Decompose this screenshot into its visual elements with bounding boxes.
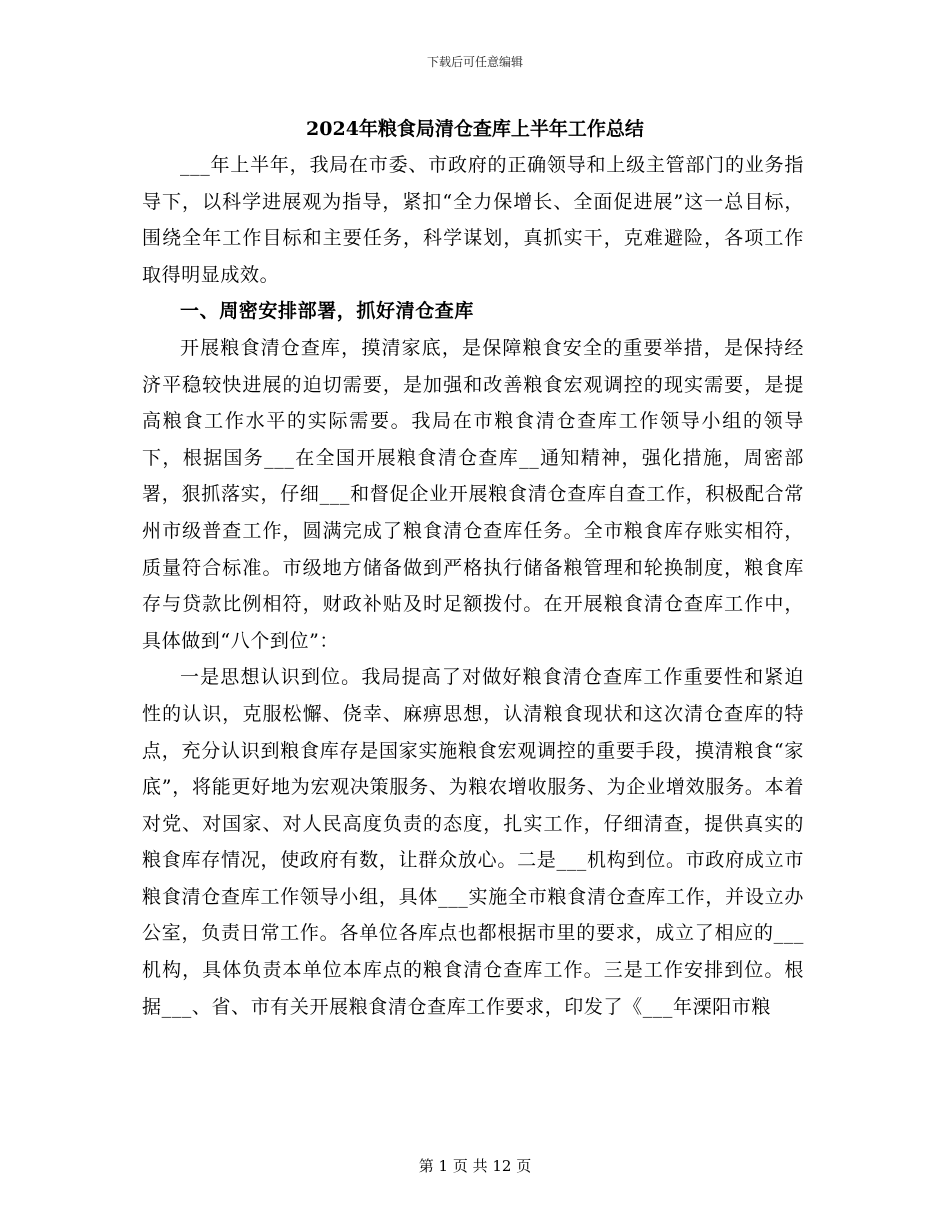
- paragraph-section-1: 开展粮食清仓查库，摸清家底，是保障粮食安全的重要举措，是保持经济平稳较快进展的迫切需要，是加强和改善粮食宏观调控的现实需要，是提高粮食工作水平的实际需要。我局在市粮食清仓查库工作领导小组的领导下，根据国务___在全国开展粮食清仓查库__通知精神，强化措施，周密部署，狠抓落实，仔细___和督促企业开展粮食清仓查库自查工作，积极配合常州市级普查工作，圆满完成了粮食清仓查库任务。全市粮食库存账实相符，质量符合标准。市级地方储备做到严格执行储备粮管理和轮换制度，粮食库存与贷款比例相符，财政补贴及时足额拨付。在开展粮食清仓查库工作中，具体做到“八个到位”：: [142, 336, 804, 652]
- header-note: 下载后可任意编辑: [426, 55, 523, 69]
- page-footer: 第 1 页 共 12 页: [418, 1157, 532, 1175]
- document-body: [142, 147, 804, 1025]
- section-heading: 一、周密安排部署，抓好清仓查库: [180, 300, 475, 323]
- paragraph-intro: ___年上半年，我局在市委、市政府的正确领导和上级主管部门的业务指导下，以科学进展观为指导，紧扣“全力保增长、全面促进展”这一总目标，围绕全年工作目标和主要任务，科学谋划，真抓实干，克难避险，各项工作取得明显成效。: [142, 154, 804, 286]
- document-title: 2024年粮食局清仓查库上半年工作总结: [306, 118, 644, 140]
- paragraph-section-1-detail: 一是思想认识到位。我局提高了对做好粮食清仓查库工作重要性和紧迫性的认识，克服松懈、侥幸、麻痹思想，认清粮食现状和这次清仓查库的特点，充分认识到粮食库存是国家实施粮食宏观调控的重要手段，摸清粮食“家底”，将能更好地为宏观决策服务、为粮农增收服务、为企业增效服务。本着对党、对国家、对人民高度负责的态度，扎实工作，仔细清查，提供真实的粮食库存情况，使政府有数，让群众放心。二是___机构到位。市政府成立市粮食清仓查库工作领导小组，具体___实施全市粮食清仓查库工作，并设立办公室，负责日常工作。各单位各库点也都根据市里的要求，成立了相应的___机构，具体负责本单位本库点的粮食清仓查库工作。三是工作安排到位。根据___、省、市有关开展粮食清仓查库工作要求，印发了《___年溧阳市粮: [142, 666, 804, 1018]
